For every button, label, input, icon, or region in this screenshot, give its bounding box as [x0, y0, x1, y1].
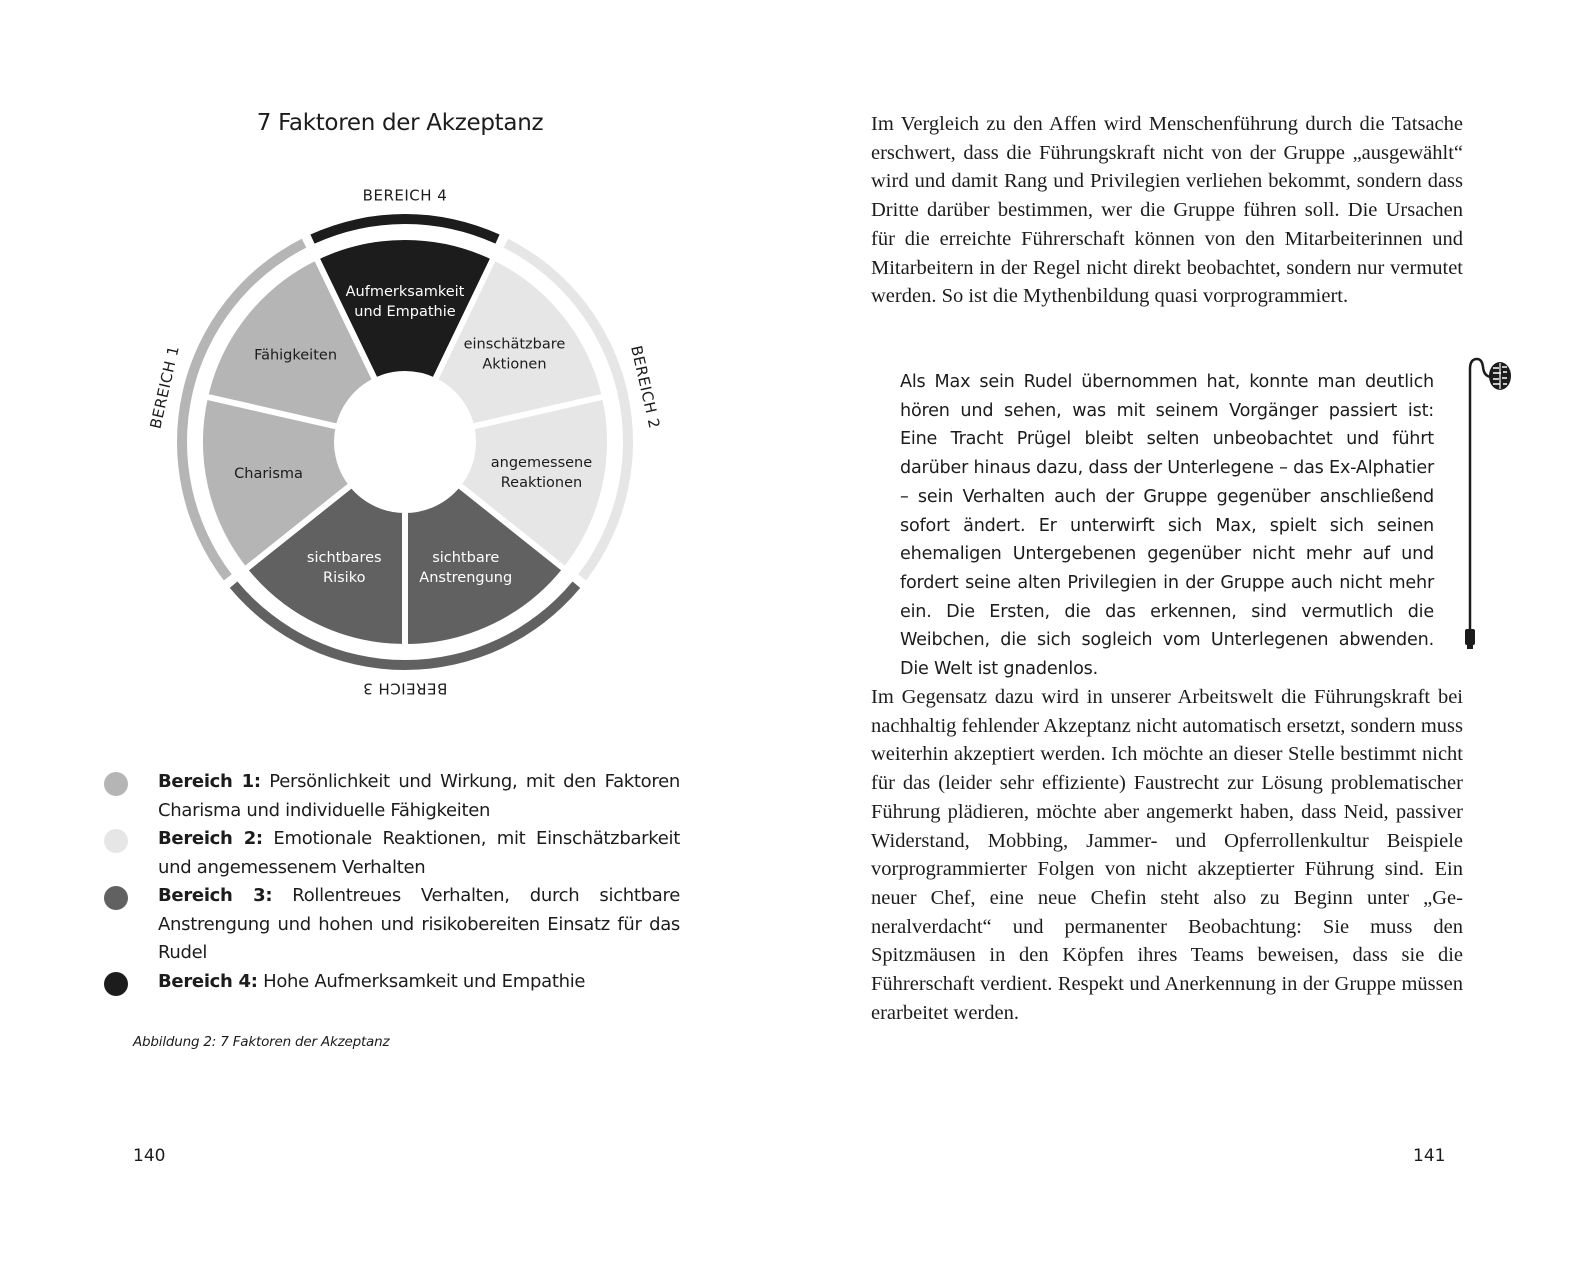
legend-item-bereich-3: [100, 882, 680, 968]
page-number: 140: [133, 1146, 166, 1166]
legend-text: Persönlichkeit und Wirkung, mit den Faktoren Charisma und individuelle Fähigkeiten: [158, 771, 680, 821]
legend-dot-icon: [104, 772, 128, 796]
bereich-ring-label: BEREICH 3: [362, 679, 448, 698]
legend-dot-icon: [104, 886, 128, 910]
legend-dot-icon: [104, 829, 128, 853]
bereich-ring-label: BEREICH 4: [362, 186, 448, 205]
legend-text: Hohe Aufmerksamkeit und Empathie: [257, 970, 586, 992]
page-number: 141: [1413, 1146, 1446, 1166]
segment-label: sichtbare Anstrengung: [419, 550, 513, 587]
legend-item-bereich-2: [100, 825, 680, 882]
legend-text: Emotionale Reaktionen, mit Einschätzbarkeit und angemessenem Verhalten: [158, 828, 680, 878]
example-quote: Als Max sein Rudel übernommen hat, konnte man deutlich hören und sehen, was mit seinem Vorgänger passiert ist: Eine Tracht Prügel bleibt selten unbeobachtet und führt darüber hinaus dazu, dass der Unterlegene – das Ex-Alphatier – sein Verhalten auch der Gruppe gegenüber anschließend sofort ändert. Er unterwirft sich Max, spielt sich seinen ehemaligen Untergebenen gegenüber nicht mehr auf und fordert seine alten Privilegien in der Gruppe auch nicht mehr ein. Die Ersten, die das erkennen, sind vermutlich die Weibchen, die sich sogleich vom Unterlegenen abwenden. Die Welt ist gnadenlos.: [900, 372, 1434, 680]
body-paragraph-2: Im Gegensatz dazu wird in unserer Arbeitswelt die Führungskraft bei nachhaltig fehlender Akzeptanz nicht automatisch ersetzt, sondern muss weiterhin akzeptiert werden. Ich möchte an dieser Stelle bestimmt nicht für das (leider sehr effiziente) Faustrecht zur Lösung problematischer Führung plädieren, möchte aber angemerkt haben, dass Neid, passiver Widerstand, Mobbing, Jammer- und Opferrollenkultur Beispiele vorprogrammierter Folgen von nicht akzeptierter Führung sind. Ein neuer Chef, eine neue Chefin steht also zu Beginn unter „Generalverdacht“ und permanenter Beobachtung: Sie muss den Spitzmäusen in den Köpfen ihres Teams beweisen, dass sie die Führerschaft verdient. Respekt und Anerkennung in der Gruppe müssen erarbeitet werden.: [871, 686, 1463, 1024]
legend-item-bereich-1: [100, 768, 680, 825]
left-page: [0, 0, 797, 1270]
legend-term: Bereich 1:: [158, 771, 261, 792]
figure-title: 7 Faktoren der Akzeptanz: [256, 110, 544, 136]
body-paragraph-1: Im Vergleich zu den Affen wird Menschenführung durch die Tatsache erschwert, dass die Führungskraft nicht von der Gruppe „ausgewählt“ wird und damit Rang und Privilegien verliehen bekommt, sondern dass Dritte darüber bestimmen, wer die Gruppe führen soll. Die Ursachen für die erreichte Führerschaft können von den Mitarbeiterinnen und Mitarbeitern in der Regel nicht direkt beobachtet, sondern nur vermutet werden. So ist die Mythenbildung quasi vorprogrammiert.: [871, 113, 1463, 308]
segment-label: sichtbares Risiko: [306, 550, 382, 587]
segment-label: Aufmerksamkeit und Empathie: [345, 284, 465, 320]
legend-term: Bereich 3:: [158, 885, 273, 906]
legend-text: Rollentreues Verhalten, durch sichtbare Anstrengung und hohen und risikobereiten Einsatz für das Rudel: [158, 885, 680, 963]
segment-label: einschätzbare Aktionen: [463, 336, 566, 373]
bereich-ring-label: BEREICH 2: [627, 343, 664, 431]
legend: [100, 768, 680, 996]
bereich-ring-label: BEREICH 1: [146, 343, 183, 431]
segment-label: angemessene Reaktionen: [490, 455, 593, 492]
right-page: [797, 0, 1595, 1270]
legend-term: Bereich 2:: [158, 828, 263, 849]
wheel-svg: [130, 185, 690, 745]
brain-plug-icon: [1462, 355, 1512, 655]
segment-label: Fähigkeiten: [254, 347, 338, 364]
legend-term: Bereich 4:: [158, 970, 258, 992]
segment-label: Charisma: [234, 466, 303, 483]
figure-caption: Abbildung 2: 7 Faktoren der Akzeptanz: [133, 1034, 390, 1050]
legend-dot-icon: [104, 972, 128, 996]
legend-item-bereich-4: [100, 968, 680, 997]
acceptance-wheel-diagram: [130, 185, 690, 745]
